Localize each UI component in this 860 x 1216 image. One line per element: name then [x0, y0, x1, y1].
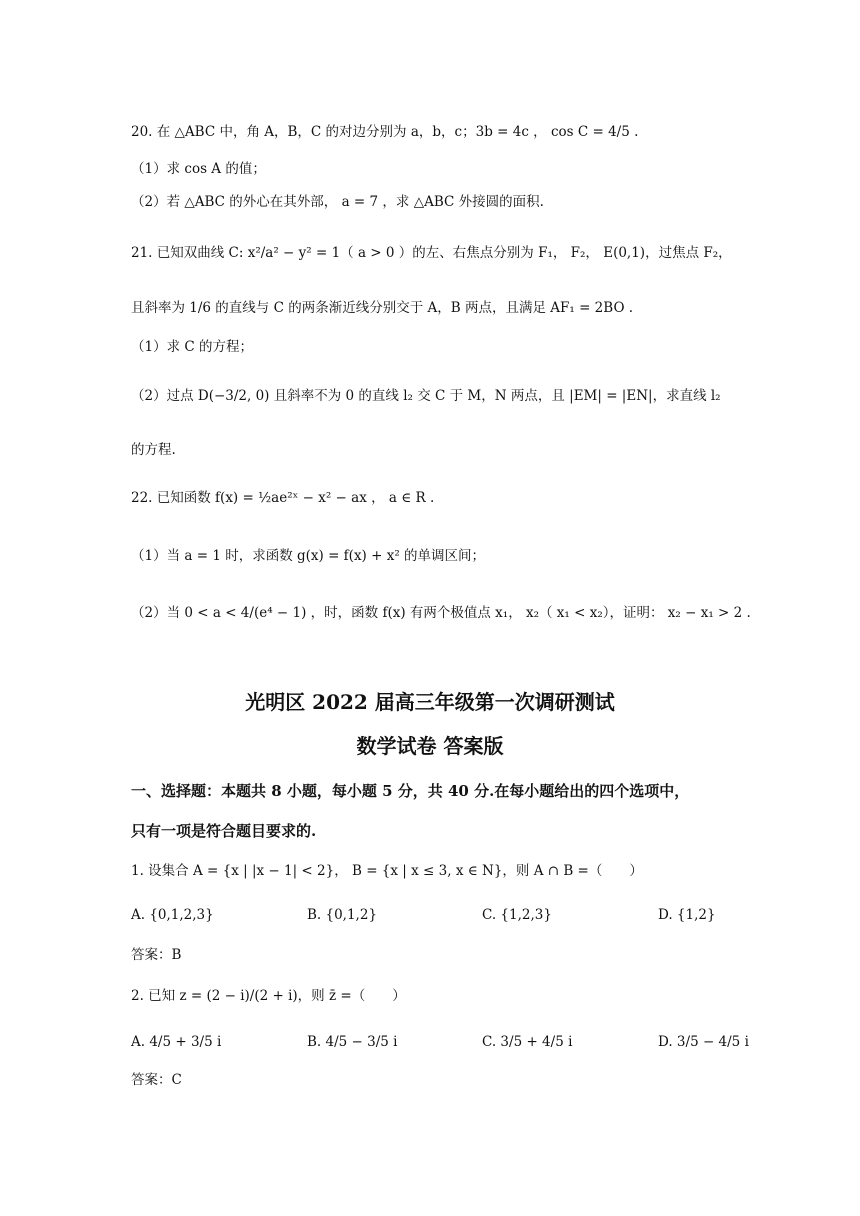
a2-option-c: C. 3/5 + 4/5 i	[482, 1034, 573, 1050]
q21-part2: （2）过点 D(−3/2, 0) 且斜率不为 0 的直线 l₂ 交 C 于 M，N 两点，且 |EM| = |EN|，求直线 l₂	[131, 388, 721, 404]
q21-part1: （1）求 C 的方程；	[131, 339, 254, 355]
a2-option-a: A. 4/5 + 3/5 i	[131, 1034, 222, 1050]
a2-answer: 答案：C	[131, 1072, 182, 1088]
a2-option-b: B. 4/5 − 3/5 i	[307, 1034, 398, 1050]
q21-stem-cont: 且斜率为 1/6 的直线与 C 的两条渐近线分别交于 A，B 两点，且满足 AF₁ = 2BO .	[131, 300, 634, 316]
a1-option-d: D. {1,2}	[658, 907, 716, 923]
a2-option-d: D. 3/5 − 4/5 i	[658, 1034, 749, 1050]
q20-part1: （1）求 cos A 的值；	[131, 161, 266, 177]
exam-subtitle: 数学试卷 答案版	[356, 734, 504, 758]
q20-part2: （2）若 △ABC 的外心在其外部， a = 7 ，求 △ABC 外接圆的面积.	[131, 194, 544, 210]
a1-option-a: A. {0,1,2,3}	[131, 907, 214, 923]
q20-stem: 20. 在 △ABC 中，角 A，B，C 的对边分别为 a，b，c；3b = 4c ， cos C = 4/5 .	[131, 124, 639, 140]
q22-stem: 22. 已知函数 f(x) = ½ae²ˣ − x² − ax ， a ∈ R .	[131, 490, 435, 506]
exam-title: 光明区 2022 届高三年级第一次调研测试	[245, 690, 615, 714]
section-heading-cont: 只有一项是符合题目要求的.	[131, 822, 317, 840]
q22-part1: （1）当 a = 1 时，求函数 g(x) = f(x) + x² 的单调区间；	[131, 548, 486, 564]
a1-answer: 答案：B	[131, 947, 182, 963]
q21-stem: 21. 已知双曲线 C: x²/a² − y² = 1（ a > 0 ）的左、右焦点分别为 F₁， F₂， E(0,1)，过焦点 F₂，	[131, 245, 732, 261]
section-heading: 一、选择题：本题共 8 小题，每小题 5 分，共 40 分.在每小题给出的四个选项中，	[131, 782, 690, 800]
a2-stem: 2. 已知 z = (2 − i)/(2 + i)，则 z̄ =（ ）	[131, 988, 406, 1004]
q22-part2: （2）当 0 < a < 4/(e⁴ − 1) ，时，函数 f(x) 有两个极值点 x₁， x₂（ x₁ < x₂），证明： x₂ − x₁ > 2 .	[131, 605, 751, 621]
a1-stem: 1. 设集合 A = {x | |x − 1| < 2}， B = {x | x ≤ 3, x ∈ N}，则 A ∩ B =（ ）	[131, 863, 643, 879]
a1-option-c: C. {1,2,3}	[482, 907, 552, 923]
a1-option-b: B. {0,1,2}	[307, 907, 378, 923]
q21-part2-cont: 的方程.	[131, 442, 176, 458]
